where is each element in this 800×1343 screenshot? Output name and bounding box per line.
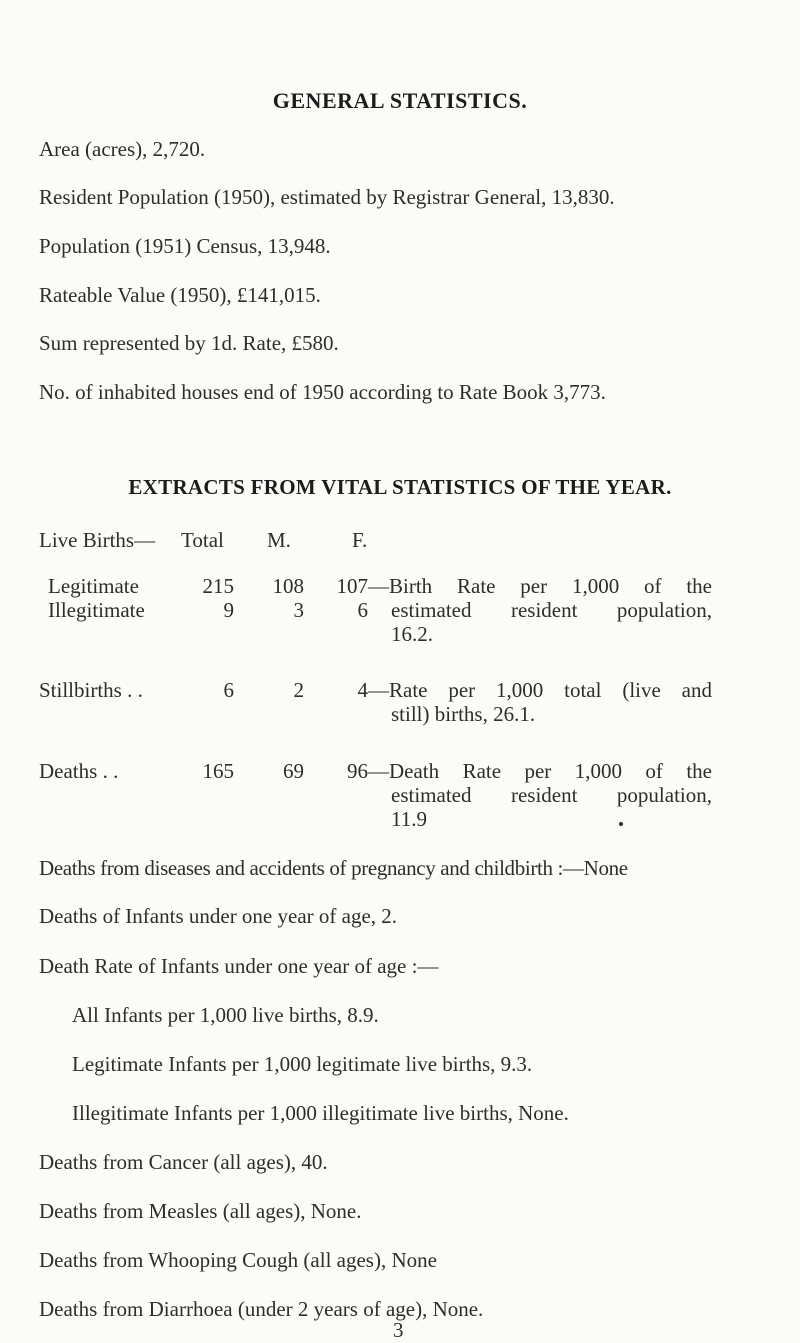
whooping-cough-deaths-line: Deaths from Whooping Cough (all ages), None — [39, 1248, 437, 1272]
penny-rate-line: Sum represented by 1d. Rate, £580. — [39, 331, 339, 355]
birth-rate-remark — [368, 574, 712, 646]
row-illegitimate-f: 6 — [357, 598, 368, 622]
table-header-total: Total — [181, 528, 224, 552]
page-number: 3 — [393, 1318, 404, 1342]
stillbirth-rate-remark-line-1: —Rate per 1,000 total (live and — [368, 678, 712, 702]
stillbirth-rate-remark-line-2: still) births, 26.1. — [391, 702, 536, 726]
row-stillbirths-m: 2 — [293, 678, 304, 702]
table-header-f: F. — [352, 528, 368, 552]
diarrhoea-deaths-line: Deaths from Diarrhoea (under 2 years of age), None. — [39, 1297, 484, 1321]
row-deaths-label: Deaths . . — [39, 759, 119, 783]
infant-death-rate-heading: Death Rate of Infants under one year of age :— — [39, 954, 439, 978]
row-stillbirths-total: 6 — [223, 678, 234, 702]
row-stillbirths-f: 4 — [357, 678, 368, 702]
row-legitimate-label: Legitimate — [48, 574, 139, 598]
table-header-label: Live Births— — [39, 528, 156, 552]
measles-deaths-line: Deaths from Measles (all ages), None. — [39, 1199, 362, 1223]
row-legitimate-f: 107 — [336, 574, 368, 598]
birth-rate-remark-line-1: —Birth Rate per 1,000 of the — [368, 574, 712, 598]
death-rate-remark-line-3: 11.9 — [391, 807, 427, 831]
birth-rate-remark-line-2: estimated resident population, — [391, 598, 712, 622]
row-legitimate-total: 215 — [202, 574, 234, 598]
infant-deaths-line: Deaths of Infants under one year of age, 2. — [39, 904, 398, 928]
row-deaths-total: 165 — [202, 759, 234, 783]
rateable-value-line: Rateable Value (1950), £141,015. — [39, 283, 321, 307]
death-rate-remark — [368, 759, 712, 831]
row-illegitimate-label: Illegitimate — [48, 598, 145, 622]
vital-statistics-heading: EXTRACTS FROM VITAL STATISTICS OF THE YEAR. — [128, 475, 672, 499]
row-illegitimate-total: 9 — [223, 598, 234, 622]
legitimate-infants-rate-line: Legitimate Infants per 1,000 legitimate live births, 9.3. — [72, 1052, 533, 1076]
row-illegitimate-m: 3 — [293, 598, 304, 622]
census-population-line: Population (1951) Census, 13,948. — [39, 234, 331, 258]
death-rate-remark-line-2: estimated resident population, — [391, 783, 712, 807]
stillbirth-rate-remark — [368, 678, 712, 726]
birth-rate-remark-line-3: 16.2. — [391, 622, 433, 646]
illegitimate-infants-rate-line: Illegitimate Infants per 1,000 illegitimate live births, None. — [72, 1101, 569, 1125]
area-line: Area (acres), 2,720. — [39, 137, 206, 161]
all-infants-rate-line: All Infants per 1,000 live births, 8.9. — [72, 1003, 379, 1027]
row-stillbirths-label: Stillbirths . . — [39, 678, 143, 702]
row-legitimate-m: 108 — [272, 574, 304, 598]
inhabited-houses-line: No. of inhabited houses end of 1950 according to Rate Book 3,773. — [39, 380, 606, 404]
stray-dot — [619, 822, 623, 826]
page-title: GENERAL STATISTICS. — [272, 88, 528, 113]
row-deaths-f: 96 — [347, 759, 368, 783]
cancer-deaths-line: Deaths from Cancer (all ages), 40. — [39, 1150, 328, 1174]
table-header-m: M. — [267, 528, 291, 552]
maternal-deaths-line: Deaths from diseases and accidents of pregnancy and childbirth :—None — [39, 856, 628, 880]
death-rate-remark-line-1: —Death Rate per 1,000 of the — [368, 759, 712, 783]
row-deaths-m: 69 — [283, 759, 304, 783]
resident-population-line: Resident Population (1950), estimated by Registrar General, 13,830. — [39, 185, 615, 209]
